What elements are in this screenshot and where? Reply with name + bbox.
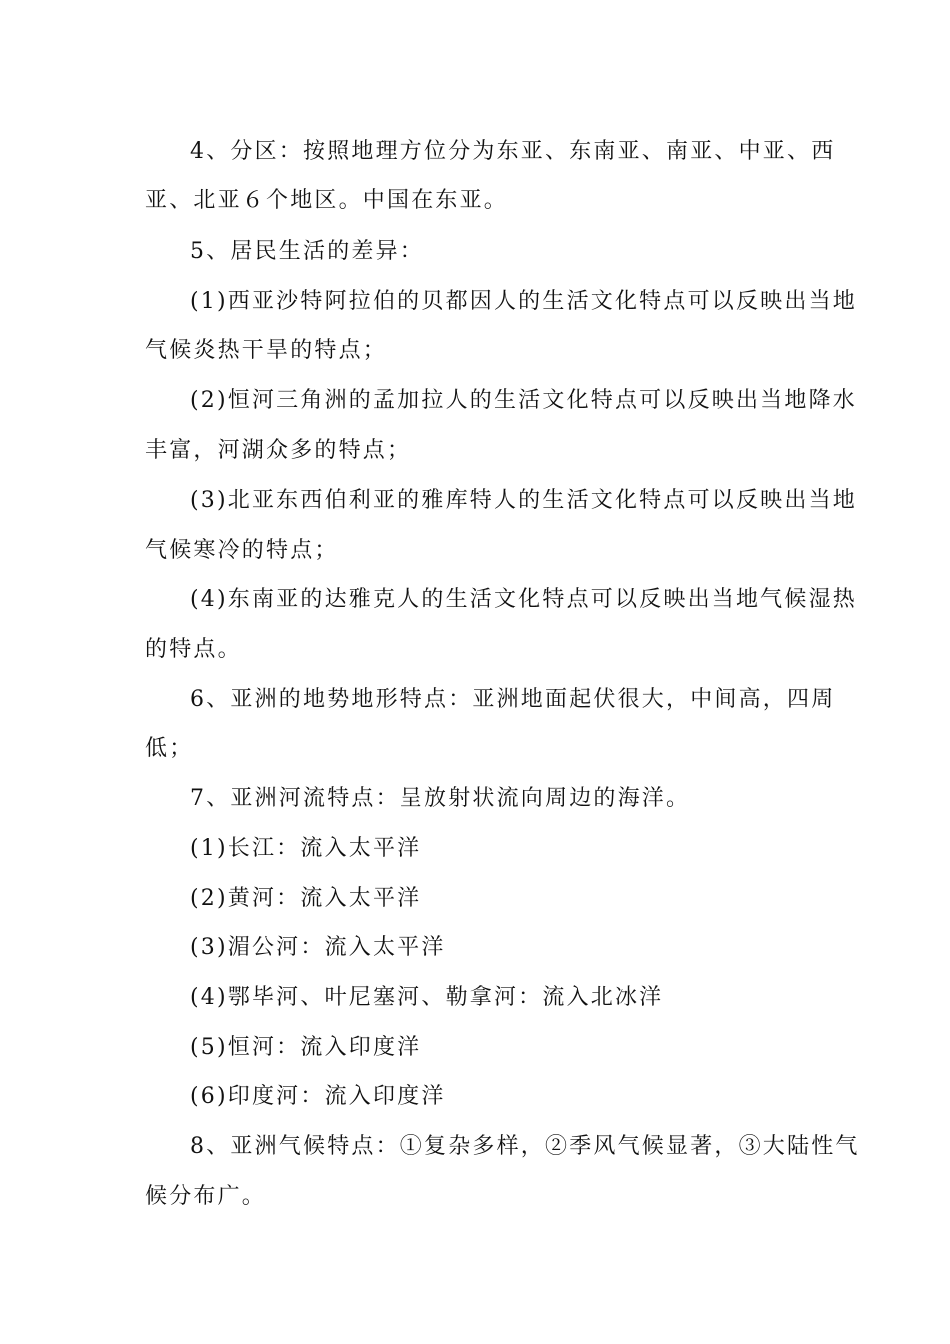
item-5-1-line-1: (1)西亚沙特阿拉伯的贝都因人的生活文化特点可以反映出当地	[190, 289, 857, 314]
paragraph-4-line-2: 亚、北亚６个地区。中国在东亚。	[145, 188, 509, 213]
river-item-5: (5)恒河：流入印度洋	[190, 1035, 422, 1060]
item-5-1-line-2: 气候炎热干旱的特点；	[145, 338, 388, 363]
river-item-2: (2)黄河：流入太平洋	[190, 886, 422, 911]
river-item-3: (3)湄公河：流入太平洋	[190, 935, 446, 960]
item-5-3-line-1: (3)北亚东西伯利亚的雅库特人的生活文化特点可以反映出当地	[190, 488, 857, 513]
paragraph-5-heading: 5、居民生活的差异：	[190, 239, 424, 264]
item-5-3-line-2: 气候寒冷的特点；	[145, 538, 339, 563]
paragraph-8-line-1: 8、亚洲气候特点：①复杂多样，②季风气候显著，③大陆性气	[190, 1134, 860, 1159]
paragraph-7-heading: 7、亚洲河流特点：呈放射状流向周边的海洋。	[190, 786, 691, 811]
paragraph-6-line-1: 6、亚洲的地势地形特点：亚洲地面起伏很大，中间高，四周	[190, 687, 836, 712]
river-item-6: (6)印度河：流入印度洋	[190, 1084, 446, 1109]
river-item-4: (4)鄂毕河、叶尼塞河、勒拿河：流入北冰洋	[190, 985, 664, 1010]
river-item-1: (1)长江：流入太平洋	[190, 836, 422, 861]
paragraph-4-line-1: 4、分区：按照地理方位分为东亚、东南亚、南亚、中亚、西	[190, 139, 836, 164]
item-5-4-line-2: 的特点。	[145, 637, 242, 662]
paragraph-6-line-2: 低；	[145, 736, 194, 761]
paragraph-8-line-2: 候分布广。	[145, 1184, 267, 1209]
item-5-4-line-1: (4)东南亚的达雅克人的生活文化特点可以反映出当地气候湿热	[190, 587, 857, 612]
item-5-2-line-2: 丰富，河湖众多的特点；	[145, 438, 412, 463]
item-5-2-line-1: (2)恒河三角洲的孟加拉人的生活文化特点可以反映出当地降水	[190, 388, 857, 413]
